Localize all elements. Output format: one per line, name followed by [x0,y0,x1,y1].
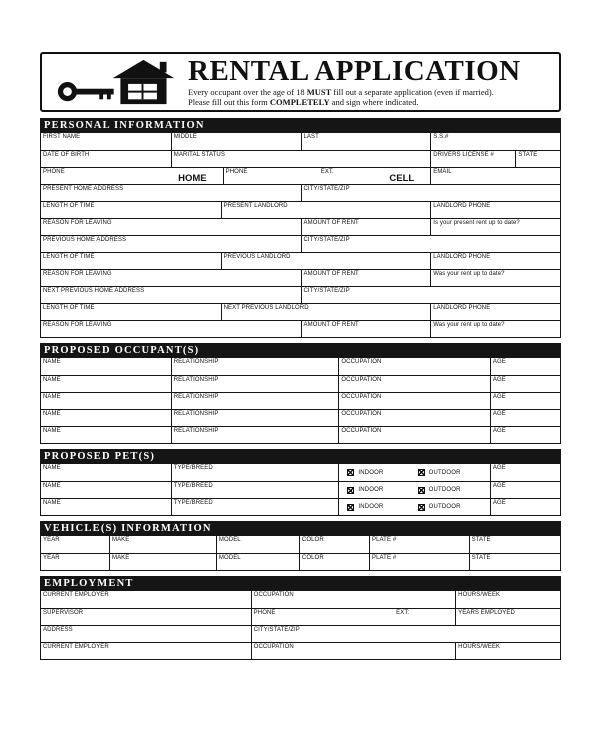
cell-phone-field[interactable] [223,168,431,184]
city-state-zip-label: CITY/STATE/ZIP [303,237,350,243]
pet-age-field[interactable] [490,464,560,481]
occupation-label: OCCUPATION [341,359,382,365]
vehicles-grid [40,536,561,571]
section-header-proposed-occupants: PROPOSED OCCUPANT(S) [40,343,561,358]
indoor-checkbox[interactable] [347,469,354,476]
pet-name-field[interactable] [41,482,171,498]
pet-name-field[interactable] [41,499,171,515]
supervisor-field[interactable] [41,609,251,625]
plate-label: PLATE # [371,537,397,543]
occupant-name-field[interactable] [41,393,171,409]
table-row [41,392,560,409]
rental-application-form [40,52,561,660]
landlord-phone-field[interactable] [430,304,560,320]
city-state-zip-label: CITY/STATE/ZIP [303,288,350,294]
amount-of-rent-field[interactable] [301,270,431,286]
age-label: AGE [492,465,506,471]
outdoor-option[interactable] [418,487,461,494]
occupant-name-field[interactable] [41,358,171,375]
rent-up-to-date-field[interactable] [430,321,560,337]
outdoor-label: OUTDOOR [428,469,461,476]
occupation-label: OCCUPATION [253,592,294,598]
occupant-occupation-field[interactable] [338,358,490,375]
form-title: RENTAL APPLICATION [188,55,521,88]
email-label: EMAIL [433,169,452,175]
table-row [41,642,560,659]
employer-address-field[interactable] [41,626,251,642]
occupant-age-field[interactable] [490,358,560,375]
rent-up-to-date-field[interactable] [430,219,560,235]
outdoor-label: OUTDOOR [428,504,461,510]
table-row [41,536,560,553]
hours-week-label: HOURS/WEEK [458,644,501,650]
table-row [41,286,560,303]
present-landlord-field[interactable] [221,202,431,218]
amount-of-rent-field[interactable] [301,321,431,337]
occupant-age-field[interactable] [490,393,560,409]
pet-type-breed-field[interactable] [171,499,339,515]
section-header-employment: EMPLOYMENT [40,576,561,591]
rent-up-to-date-label: Is your present rent up to date? [433,220,520,226]
occupation-label: OCCUPATION [341,428,382,434]
occupation-label: OCCUPATION [341,394,382,400]
occupant-relationship-field[interactable] [171,393,339,409]
state-label: STATE [471,537,491,543]
drivers-license-label: DRIVERS LICENSE # [433,152,494,158]
city-state-zip-label: CITY/STATE/ZIP [253,627,300,633]
employer-phone-field[interactable] [251,609,455,625]
color-label: COLOR [301,555,324,561]
city-state-zip-field[interactable] [301,236,561,252]
name-label: NAME [43,359,61,365]
table-row [41,235,560,252]
vehicle-year-field[interactable] [41,536,109,553]
reason-for-leaving-label: REASON FOR LEAVING [43,271,112,277]
pet-indoor-outdoor-field [338,464,490,481]
landlord-phone-label: LANDLORD PHONE [433,254,491,260]
cell-tag: CELL [389,173,415,184]
marital-status-field[interactable] [171,151,431,167]
name-label: NAME [43,394,61,400]
state-label: STATE [471,555,491,561]
occupant-name-field[interactable] [41,410,171,426]
house-key-graphic [55,57,180,107]
previous-home-address-label: PREVIOUS HOME ADDRESS [43,237,127,243]
first-name-label: FIRST NAME [43,134,81,140]
occupant-age-field[interactable] [490,410,560,426]
outdoor-checkbox[interactable] [418,469,425,476]
subtitle-segment: Every occupant over the age of 18 [188,86,307,97]
home-tag: HOME [178,173,207,184]
length-of-time-field[interactable] [41,202,221,218]
table-row [41,358,560,375]
table-row [41,320,560,337]
landlord-phone-field[interactable] [430,253,560,269]
vehicle-color-field[interactable] [299,554,369,570]
proposed-pets-grid [40,464,561,516]
pet-age-field[interactable] [490,499,560,515]
pet-indoor-outdoor-field [338,482,490,498]
vehicle-make-field[interactable] [109,536,216,553]
color-label: COLOR [301,537,324,543]
rent-up-to-date-field[interactable] [430,270,560,286]
drivers-license-field[interactable] [430,151,515,167]
landlord-phone-field[interactable] [430,202,560,218]
occupant-name-field[interactable] [41,427,171,443]
table-row [41,625,560,642]
indoor-option[interactable] [347,504,383,511]
header-text [186,57,553,107]
employment-occupation-field[interactable] [251,591,455,608]
outdoor-option[interactable] [418,504,461,511]
pet-indoor-outdoor-field [338,499,490,515]
pet-type-breed-field[interactable] [171,482,339,498]
present-home-address-label: PRESENT HOME ADDRESS [43,186,124,192]
employment-occupation-field[interactable] [251,643,455,659]
length-of-time-label: LENGTH OF TIME [43,254,95,260]
proposed-occupants-grid [40,358,561,444]
table-row [41,201,560,218]
outdoor-checkbox[interactable] [418,504,425,511]
license-state-label: STATE [518,152,538,158]
table-row [41,218,560,235]
years-employed-label: YEARS EMPLOYED [458,610,515,616]
indoor-checkbox[interactable] [347,504,354,511]
present-home-address-field[interactable] [41,185,301,201]
house-key-icon [48,57,186,107]
indoor-option[interactable] [347,487,383,494]
indoor-checkbox[interactable] [347,487,354,494]
table-row [41,591,560,608]
table-row [41,553,560,570]
personal-information-grid [40,133,561,338]
previous-landlord-label: PREVIOUS LANDLORD [223,254,291,260]
vehicle-color-field[interactable] [299,536,369,553]
name-label: NAME [43,483,61,489]
table-row [41,150,560,167]
year-label: YEAR [43,555,60,561]
make-label: MAKE [111,537,130,543]
occupant-age-field[interactable] [490,376,560,392]
table-row [41,269,560,286]
home-phone-field[interactable] [41,168,223,184]
ext-label: EXT. [320,169,334,175]
vehicle-year-field[interactable] [41,554,109,570]
indoor-option[interactable] [347,469,383,476]
subtitle-line2 [188,97,553,107]
amount-of-rent-field[interactable] [301,219,431,235]
age-label: AGE [492,411,506,417]
occupant-occupation-field[interactable] [338,393,490,409]
pet-name-field[interactable] [41,464,171,481]
age-label: AGE [492,394,506,400]
name-label: NAME [43,377,61,383]
model-label: MODEL [218,555,241,561]
table-row [41,167,560,184]
age-label: AGE [492,500,506,506]
amount-of-rent-label: AMOUNT OF RENT [303,220,359,226]
city-state-zip-field[interactable] [301,185,561,201]
occupation-label: OCCUPATION [341,411,382,417]
next-previous-landlord-field[interactable] [221,304,431,320]
last-name-label: LAST [303,134,319,140]
reason-for-leaving-label: REASON FOR LEAVING [43,322,112,328]
hours-week-label: HOURS/WEEK [458,592,501,598]
table-row [41,498,560,515]
age-label: AGE [492,428,506,434]
length-of-time-label: LENGTH OF TIME [43,203,95,209]
make-label: MAKE [111,555,130,561]
occupant-relationship-field[interactable] [171,358,339,375]
table-row [41,426,560,443]
current-employer-field[interactable] [41,591,251,608]
date-of-birth-field[interactable] [41,151,171,167]
years-employed-field[interactable] [455,609,560,625]
phone-label: PHONE [43,169,65,175]
table-row [41,303,560,320]
phone-label: PHONE [253,610,276,616]
subtitle-segment: Please fill out this form [188,96,270,107]
length-of-time-field[interactable] [41,304,221,320]
email-field[interactable] [430,168,560,184]
middle-name-label: MIDDLE [173,134,198,140]
first-name-field[interactable] [41,133,171,150]
vehicle-plate-field[interactable] [369,554,469,570]
previous-landlord-field[interactable] [221,253,431,269]
name-label: NAME [43,411,61,417]
previous-home-address-field[interactable] [41,236,301,252]
present-landlord-label: PRESENT LANDLORD [223,203,288,209]
current-employer-label: CURRENT EMPLOYER [43,644,109,650]
city-state-zip-field[interactable] [301,287,561,303]
occupation-label: OCCUPATION [253,644,294,650]
table-row [41,481,560,498]
occupant-relationship-field[interactable] [171,376,339,392]
outdoor-checkbox[interactable] [418,487,425,494]
landlord-phone-label: LANDLORD PHONE [433,305,491,311]
age-label: AGE [492,483,506,489]
table-row [41,252,560,269]
occupant-name-field[interactable] [41,376,171,392]
occupant-age-field[interactable] [490,427,560,443]
hours-week-field[interactable] [455,643,560,659]
next-previous-home-address-field[interactable] [41,287,301,303]
age-label: AGE [492,377,506,383]
landlord-phone-label: LANDLORD PHONE [433,203,491,209]
vehicle-state-field[interactable] [469,554,560,570]
type-breed-label: TYPE/BREED [173,500,213,506]
length-of-time-field[interactable] [41,253,221,269]
indoor-label: INDOOR [358,469,384,476]
current-employer-field[interactable] [41,643,251,659]
vehicle-plate-field[interactable] [369,536,469,553]
subtitle-line1 [188,87,553,97]
middle-name-field[interactable] [171,133,301,150]
table-row [41,375,560,392]
amount-of-rent-label: AMOUNT OF RENT [303,271,359,277]
date-of-birth-label: DATE OF BIRTH [43,152,90,158]
relationship-label: RELATIONSHIP [173,428,219,434]
employer-city-state-zip-field[interactable] [251,626,560,642]
ext-label: EXT: [396,610,410,616]
length-of-time-label: LENGTH OF TIME [43,305,95,311]
rent-up-to-date-label: Was your rent up to date? [433,271,505,277]
occupant-occupation-field[interactable] [338,427,490,443]
occupant-occupation-field[interactable] [338,376,490,392]
subtitle-segment: and sign where indicated. [329,96,419,107]
table-row [41,608,560,625]
vehicle-model-field[interactable] [216,536,299,553]
city-state-zip-label: CITY/STATE/ZIP [303,186,350,192]
table-row [41,409,560,426]
vehicle-model-field[interactable] [216,554,299,570]
reason-for-leaving-field[interactable] [41,270,301,286]
pet-age-field[interactable] [490,482,560,498]
reason-for-leaving-field[interactable] [41,321,301,337]
table-row [41,184,560,201]
occupant-relationship-field[interactable] [171,410,339,426]
reason-for-leaving-label: REASON FOR LEAVING [43,220,112,226]
section-header-personal-information: PERSONAL INFORMATION [40,118,561,133]
model-label: MODEL [218,537,241,543]
current-employer-label: CURRENT EMPLOYER [43,592,109,598]
address-label: ADDRESS [43,627,73,633]
marital-status-label: MARITAL STATUS [173,152,225,158]
form-header [40,52,561,112]
employment-grid [40,591,561,660]
reason-for-leaving-field[interactable] [41,219,301,235]
indoor-label: INDOOR [358,487,384,493]
ssn-field[interactable] [430,133,560,150]
type-breed-label: TYPE/BREED [173,465,213,471]
vehicle-state-field[interactable] [469,536,560,553]
age-label: AGE [492,359,506,365]
year-label: YEAR [43,537,60,543]
occupant-relationship-field[interactable] [171,427,339,443]
vehicle-make-field[interactable] [109,554,216,570]
relationship-label: RELATIONSHIP [173,359,219,365]
next-previous-home-address-label: NEXT PREVIOUS HOME ADDRESS [43,288,145,294]
type-breed-label: TYPE/BREED [173,483,213,489]
ssn-label: S.S.# [433,134,449,140]
pet-type-breed-field[interactable] [171,464,339,481]
relationship-label: RELATIONSHIP [173,394,219,400]
license-state-field[interactable] [515,151,560,167]
amount-of-rent-label: AMOUNT OF RENT [303,322,359,328]
subtitle-must: MUST [306,86,332,97]
section-header-vehicles-information: VEHICLE(S) INFORMATION [40,521,561,536]
name-label: NAME [43,465,61,471]
relationship-label: RELATIONSHIP [173,411,219,417]
occupation-label: OCCUPATION [341,377,382,383]
occupant-occupation-field[interactable] [338,410,490,426]
outdoor-label: OUTDOOR [428,487,461,493]
subtitle-completely: COMPLETELY [269,96,330,107]
name-label: NAME [43,428,61,434]
table-row [41,464,560,481]
supervisor-label: SUPERVISOR [43,610,84,616]
table-row [41,133,560,150]
subtitle-segment: fill out a separate application (even if married). [331,86,494,97]
next-previous-landlord-label: NEXT PREVIOUS LANDLORD [223,305,309,311]
name-label: NAME [43,500,61,506]
relationship-label: RELATIONSHIP [173,377,219,383]
phone-label: PHONE [225,169,248,175]
last-name-field[interactable] [301,133,431,150]
indoor-label: INDOOR [358,504,384,510]
outdoor-option[interactable] [418,469,461,476]
hours-week-field[interactable] [455,591,560,608]
rent-up-to-date-label: Was your rent up to date? [433,322,505,328]
plate-label: PLATE # [371,555,397,561]
section-header-proposed-pets: PROPOSED PET(S) [40,449,561,464]
